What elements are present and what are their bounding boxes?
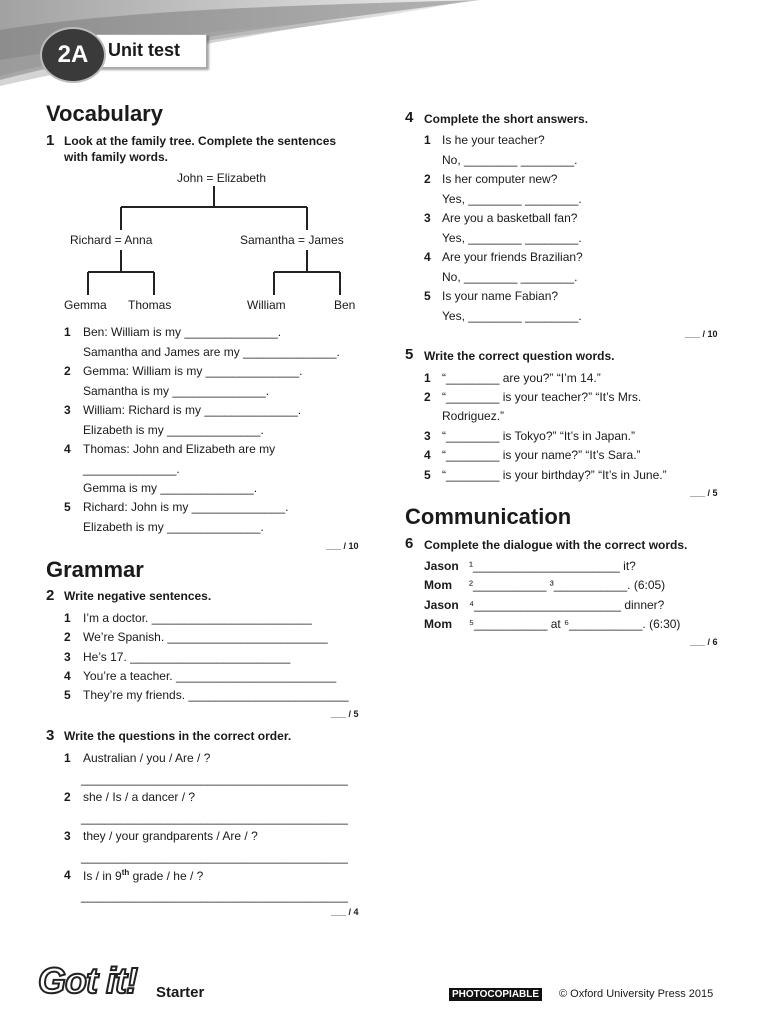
- q1-item-text: Samantha is my ______________.: [83, 384, 270, 398]
- q4-number: 4: [405, 109, 414, 126]
- q1-item-number: 5: [64, 500, 71, 514]
- q1-item-text: William: Richard is my ______________.: [83, 403, 302, 417]
- dialogue-line: ²___________ ³___________. (6:05): [469, 578, 666, 592]
- grammar-heading: Grammar: [46, 557, 144, 582]
- q4-item-number: 3: [424, 211, 431, 225]
- q3-item-text: [83, 868, 203, 883]
- q4-answer: Yes, ________ ________.: [442, 192, 582, 206]
- q4-score: ___ / 10: [685, 329, 718, 339]
- q1-item-text: Elizabeth is my ______________.: [83, 423, 264, 437]
- q5-item-number: 3: [424, 429, 431, 443]
- q2-item-number: 1: [64, 611, 71, 625]
- q4-question: Is he your teacher?: [442, 133, 545, 147]
- q4-item-number: 1: [424, 133, 431, 147]
- q1-item-number: 1: [64, 325, 71, 339]
- q1-item-text: Gemma: William is my ______________.: [83, 364, 303, 378]
- q3-item-text: Australian / you / Are / ?: [83, 751, 211, 765]
- q4-question: Are your friends Brazilian?: [442, 250, 583, 264]
- q3-item-sup: th: [121, 868, 130, 877]
- q3-answer-line: ________________________________________: [81, 850, 348, 864]
- q5-item-text: “________ is Tokyo?” “It’s in Japan.”: [442, 429, 636, 443]
- q5-item-text: “________ is your teacher?” “It’s Mrs.: [442, 390, 642, 404]
- q3-number: 3: [46, 727, 55, 744]
- q3-item-number: 2: [64, 790, 71, 804]
- q3-item-text-b: grade / he / ?: [129, 869, 204, 883]
- q6-score: ___ / 6: [690, 637, 718, 647]
- q3-item-number: 3: [64, 829, 71, 843]
- q2-item-text: He’s 17. ________________________: [83, 650, 291, 664]
- q2-item-number: 4: [64, 669, 71, 683]
- q5-item-number: 4: [424, 448, 431, 462]
- q4-answer: No, ________ ________.: [442, 270, 578, 284]
- q3-item-text-a: Is / in 9: [83, 869, 122, 883]
- q4-item-number: 2: [424, 172, 431, 186]
- dialogue-speaker: Jason: [424, 598, 459, 612]
- q4-instruction: Complete the short answers.: [424, 112, 589, 126]
- q3-answer-line: ________________________________________: [81, 811, 348, 825]
- q2-instruction: Write negative sentences.: [64, 589, 212, 603]
- q3-item-text: she / Is / a dancer / ?: [83, 790, 196, 804]
- photocopiable-badge: PHOTOCOPIABLE: [449, 988, 542, 1001]
- q4-answer: Yes, ________ ________.: [442, 309, 582, 323]
- q2-item-number: 3: [64, 650, 71, 664]
- q3-item-number: 1: [64, 751, 71, 765]
- q2-item-number: 5: [64, 688, 71, 702]
- q5-item-number: 5: [424, 468, 431, 482]
- q2-item-text: They’re my friends. ________________________: [83, 688, 349, 702]
- q3-item-number: 4: [64, 868, 71, 882]
- tree-couple-right: Samantha = James: [240, 233, 344, 247]
- q1-item-text: ______________.: [83, 462, 180, 476]
- dialogue-speaker: Mom: [424, 578, 452, 592]
- q1-item-number: 3: [64, 403, 71, 417]
- q1-item-text: Thomas: John and Elizabeth are my: [83, 442, 276, 456]
- q4-answer: No, ________ ________.: [442, 153, 578, 167]
- q4-item-number: 5: [424, 289, 431, 303]
- q1-item-text: Gemma is my ______________.: [83, 481, 258, 495]
- q1-item-text: Richard: John is my ______________.: [83, 500, 289, 514]
- q2-item-text: We’re Spanish. ________________________: [83, 630, 328, 644]
- dialogue-speaker: Jason: [424, 559, 459, 573]
- dialogue-line: ⁴______________________ dinner?: [469, 598, 665, 612]
- q4-item-number: 4: [424, 250, 431, 264]
- q5-item-text: “________ is your birthday?” “It’s in June.”: [442, 468, 667, 482]
- q4-question: Are you a basketball fan?: [442, 211, 578, 225]
- unit-badge: 2A: [40, 27, 106, 83]
- q1-score: ___ / 10: [326, 541, 359, 551]
- q3-instruction: Write the questions in the correct order.: [64, 729, 292, 743]
- q2-score: ___ / 5: [331, 709, 359, 719]
- q1-number: 1: [46, 132, 55, 149]
- q1-item-text: Elizabeth is my ______________.: [83, 520, 264, 534]
- q5-item-text: “________ is your name?” “It’s Sara.”: [442, 448, 641, 462]
- q1-item-text: Samantha and James are my ______________.: [83, 345, 340, 359]
- q1-instruction-1: Look at the family tree. Complete the sentences: [64, 134, 337, 148]
- q3-item-text: they / your grandparents / Are / ?: [83, 829, 258, 843]
- tree-couple-left: Richard = Anna: [70, 233, 153, 247]
- q2-item-text: I’m a doctor. ________________________: [83, 611, 312, 625]
- level-label: Starter: [156, 984, 205, 1001]
- copyright: © Oxford University Press 2015: [559, 988, 714, 1000]
- q2-number: 2: [46, 587, 55, 604]
- tree-child: Thomas: [128, 298, 172, 312]
- tree-grandparents: John = Elizabeth: [177, 171, 267, 185]
- q2-item-number: 2: [64, 630, 71, 644]
- got-it-logo: Got it!: [38, 960, 137, 1001]
- q6-number: 6: [405, 535, 414, 552]
- q3-score: ___ / 4: [331, 907, 359, 917]
- q4-answer: Yes, ________ ________.: [442, 231, 582, 245]
- q5-score: ___ / 5: [690, 488, 718, 498]
- q1-instruction-2: with family words.: [64, 150, 169, 164]
- tree-child: Ben: [334, 298, 356, 312]
- q2-item-text: You’re a teacher. ________________________: [83, 669, 337, 683]
- q4-question: Is her computer new?: [442, 172, 558, 186]
- tree-child: Gemma: [64, 298, 107, 312]
- vocabulary-heading: Vocabulary: [46, 101, 163, 126]
- q1-item-number: 4: [64, 442, 71, 456]
- q3-answer-line: ________________________________________: [81, 772, 348, 786]
- q4-question: Is your name Fabian?: [442, 289, 559, 303]
- communication-heading: Communication: [405, 504, 572, 529]
- q3-answer-line: ________________________________________: [81, 889, 348, 903]
- q1-item-text: Ben: William is my ______________.: [83, 325, 282, 339]
- q5-instruction: Write the correct question words.: [424, 349, 615, 363]
- dialogue-line: ⁵___________ at ⁶___________. (6:30): [469, 617, 681, 631]
- dialogue-speaker: Mom: [424, 617, 452, 631]
- q5-item-number: 1: [424, 371, 431, 385]
- q5-item-number: 2: [424, 390, 431, 404]
- q6-instruction: Complete the dialogue with the correct words.: [424, 538, 688, 552]
- tree-child: William: [247, 298, 286, 312]
- q5-item-text: “________ are you?” “I’m 14.”: [442, 371, 601, 385]
- q1-item-number: 2: [64, 364, 71, 378]
- q5-item-text: Rodriguez.”: [442, 409, 505, 423]
- q5-number: 5: [405, 346, 414, 363]
- dialogue-line: ¹______________________ it?: [469, 559, 636, 573]
- unit-title: Unit test: [108, 40, 180, 60]
